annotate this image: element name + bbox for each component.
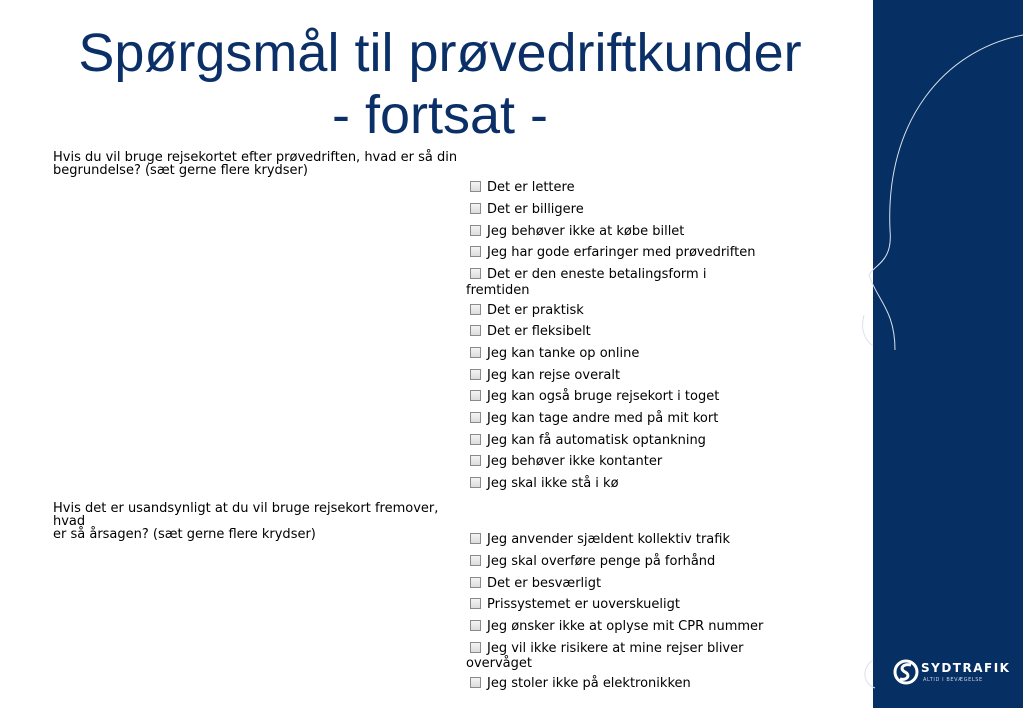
option-label: Jeg kan rejse overalt: [487, 368, 621, 383]
checkbox-option[interactable]: [466, 368, 766, 384]
checkbox-option[interactable]: [466, 476, 766, 492]
checkbox-icon[interactable]: [470, 304, 481, 315]
question-1-line-1: Hvis du vil bruge rejsekortet efter prøvedriften, hvad er så din: [53, 150, 458, 165]
logo-tagline: ALTID I BEVÆGELSE: [923, 677, 983, 683]
option-label: Jeg behøver ikke at købe billet: [487, 224, 685, 239]
question-2-line-2: er så årsagen? (sæt gerne flere krydser): [53, 527, 316, 542]
option-label: Jeg har gode erfaringer med prøvedriften: [487, 245, 756, 260]
checkbox-icon[interactable]: [470, 533, 481, 544]
option-label: Jeg stoler ikke på elektronikken: [487, 676, 691, 691]
checkbox-icon[interactable]: [470, 577, 481, 588]
option-label: Jeg skal ikke stå i kø: [487, 476, 619, 491]
checkbox-icon[interactable]: [470, 434, 481, 445]
logo-name: SYDTRAFIK: [921, 661, 1011, 675]
option-label: Det er lettere: [487, 180, 575, 195]
checkbox-option[interactable]: [466, 532, 766, 548]
checkbox-option[interactable]: [466, 324, 766, 340]
checkbox-icon[interactable]: [470, 181, 481, 192]
checkbox-icon[interactable]: [470, 325, 481, 336]
checkbox-icon[interactable]: [470, 620, 481, 631]
checkbox-option[interactable]: [466, 597, 766, 613]
checkbox-option[interactable]: [466, 554, 766, 570]
checkbox-option[interactable]: [466, 433, 766, 449]
option-label: Det er den eneste betalingsform i: [487, 267, 707, 282]
option-label: Jeg anvender sjældent kollektiv trafik: [487, 532, 730, 547]
option-label: Jeg kan tanke op online: [487, 346, 640, 361]
option-label: Det er fleksibelt: [487, 324, 591, 339]
checkbox-icon[interactable]: [470, 225, 481, 236]
decorative-curve-lines: [855, 0, 1023, 708]
checkbox-icon[interactable]: [470, 347, 481, 358]
option-label: Jeg behøver ikke kontanter: [487, 454, 663, 469]
checkbox-option[interactable]: [466, 267, 766, 283]
checkbox-option[interactable]: [466, 346, 766, 362]
checkbox-icon[interactable]: [470, 412, 481, 423]
page-title: [40, 22, 840, 146]
checkbox-option[interactable]: [466, 619, 766, 635]
checkbox-option[interactable]: [466, 641, 766, 657]
option-label: Det er besværligt: [487, 576, 602, 591]
title-line-1: Spørgsmål til prøvedriftkunder: [78, 23, 802, 83]
question-2-line-1: Hvis det er usandsynligt at du vil bruge rejsekort fremover, hvad: [53, 501, 439, 529]
checkbox-option[interactable]: [466, 454, 766, 470]
checkbox-option[interactable]: [466, 576, 766, 592]
checkbox-icon[interactable]: [470, 203, 481, 214]
checkbox-icon[interactable]: [470, 268, 481, 279]
option-label: Jeg kan også bruge rejsekort i toget: [487, 389, 720, 404]
option-label: Jeg kan få automatisk optankning: [487, 433, 706, 448]
option-label: Jeg kan tage andre med på mit kort: [487, 411, 719, 426]
option-label: Det er billigere: [487, 202, 584, 217]
checkbox-option[interactable]: [466, 202, 766, 218]
checkbox-icon[interactable]: [470, 455, 481, 466]
option-label: Jeg ønsker ikke at oplyse mit CPR nummer: [487, 619, 764, 634]
checkbox-icon[interactable]: [470, 677, 481, 688]
option-label-continuation: overvåget: [466, 656, 532, 671]
option-label-continuation: fremtiden: [466, 283, 530, 298]
checkbox-option[interactable]: [466, 389, 766, 405]
sydtrafik-s-logo-icon: [893, 657, 919, 687]
checkbox-icon[interactable]: [470, 246, 481, 257]
checkbox-option[interactable]: [466, 180, 766, 196]
checkbox-option[interactable]: [466, 245, 766, 261]
checkbox-icon[interactable]: [470, 390, 481, 401]
question-2-text: [53, 502, 473, 541]
checkbox-icon[interactable]: [470, 598, 481, 609]
option-label: Jeg skal overføre penge på forhånd: [487, 554, 716, 569]
sydtrafik-logo: [893, 655, 1018, 691]
checkbox-option[interactable]: [466, 224, 766, 240]
checkbox-option[interactable]: [466, 411, 766, 427]
checkbox-icon[interactable]: [470, 555, 481, 566]
checkbox-icon[interactable]: [470, 477, 481, 488]
option-label: Jeg vil ikke risikere at mine rejser bliver: [487, 641, 744, 656]
checkbox-option[interactable]: [466, 676, 766, 692]
question-1-line-2: begrundelse? (sæt gerne flere krydser): [53, 163, 308, 178]
option-label: Det er praktisk: [487, 303, 584, 318]
title-line-2: - fortsat -: [331, 85, 549, 145]
checkbox-option[interactable]: [466, 303, 766, 319]
question-1-text: [53, 151, 473, 177]
option-label: Prissystemet er uoverskueligt: [487, 597, 680, 612]
checkbox-icon[interactable]: [470, 369, 481, 380]
checkbox-icon[interactable]: [470, 642, 481, 653]
